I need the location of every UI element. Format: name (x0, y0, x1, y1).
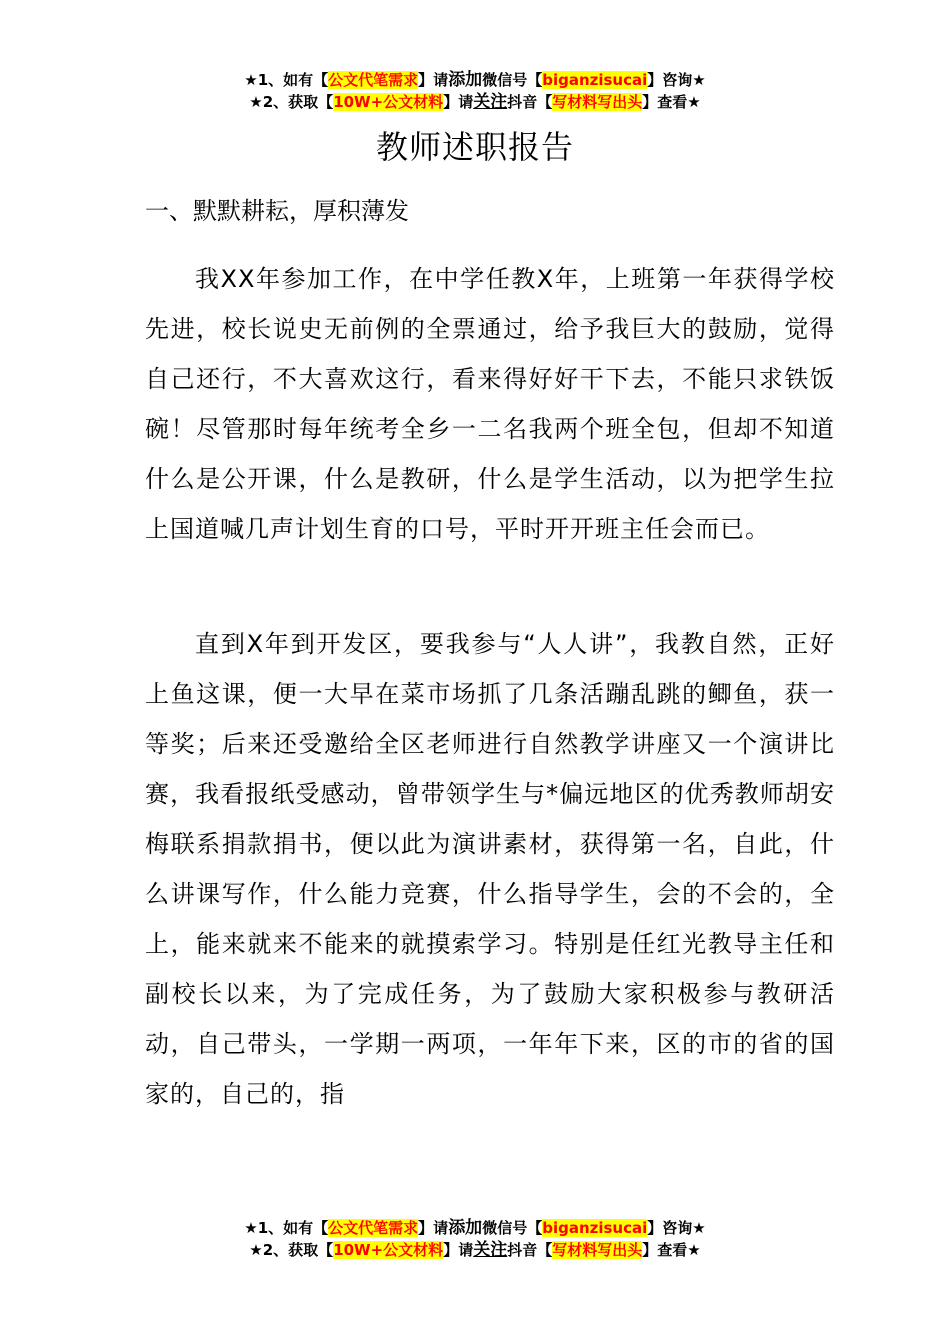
header-promo (0, 69, 950, 113)
promo-text: 】查看★ (642, 1241, 701, 1259)
promo-douyin-id: 写材料写出头 (552, 93, 643, 111)
promo-emphasis: 关注 (473, 92, 508, 112)
promo-text: 2、获取【 (262, 1241, 334, 1259)
promo-text: 】请 (418, 1219, 449, 1237)
section-heading: 一、默默耕耘，厚积薄发 (145, 197, 409, 225)
promo-line-1 (0, 69, 950, 91)
promo-text: 1、如有【 (257, 1219, 329, 1237)
promo-line-1 (0, 1217, 950, 1239)
promo-text: 1、如有【 (257, 71, 329, 89)
promo-wechat-id: biganzisucai (542, 1219, 648, 1237)
star-icon: ★ (249, 1241, 263, 1259)
promo-emphasis: 关注 (473, 1240, 508, 1260)
promo-text: 】请 (443, 1241, 474, 1259)
promo-highlight: 10W+公文材料 (333, 93, 444, 111)
promo-line-2 (0, 91, 950, 113)
promo-highlight: 公文代笔需求 (328, 1219, 419, 1237)
promo-text: 】查看★ (642, 93, 701, 111)
promo-highlight: 10W+公文材料 (333, 1241, 444, 1259)
promo-emphasis: 添加 (448, 70, 483, 90)
promo-line-2 (0, 1239, 950, 1261)
promo-text: 微信号【 (482, 71, 543, 89)
star-icon: ★ (244, 71, 258, 89)
promo-text: 2、获取【 (262, 93, 334, 111)
footer-promo (0, 1217, 950, 1261)
promo-douyin-id: 写材料写出头 (552, 1241, 643, 1259)
star-icon: ★ (244, 1219, 258, 1237)
star-icon: ★ (249, 93, 263, 111)
promo-text: 微信号【 (482, 1219, 543, 1237)
promo-text: 】咨询★ (647, 1219, 706, 1237)
body-paragraph: 直到X年到开发区，要我参与“人人讲”，我教自然，正好上鱼这课，便一大早在菜市场抓了几条活蹦乱跳的鲫鱼，获一等奖；后来还受邀给全区老师进行自然教学讲座又一个演讲比赛，我看报纸受感动，曾带领学生与*偏远地区的优秀教师胡安梅联系捐款捐书，便以此为演讲素材，获得第一名，自此，什么讲课写作，什么能力竞赛，什么指导学生，会的不会的，全上，能来就来不能来的就摸索学习。特别是任红光教导主任和副校长以来，为了完成任务，为了鼓励大家积极参与教研活动，自己带头，一学期一两项，一年年下来，区的市的省的国家的，自己的，指 (145, 630, 835, 1108)
body-paragraph: 我XX年参加工作，在中学任教X年，上班第一年获得学校先进，校长说史无前例的全票通过，给予我巨大的鼓励，觉得自己还行，不大喜欢这行，看来得好好干下去，不能只求铁饭碗！尽管那时每年统考全乡一二名我两个班全包，但却不知道什么是公开课，什么是教研，什么是学生活动，以为把学生拉上国道喊几声计划生育的口号，平时开开班主任会而已。 (145, 265, 835, 543)
promo-highlight: 公文代笔需求 (328, 71, 419, 89)
promo-text: 】请 (443, 93, 474, 111)
promo-wechat-id: biganzisucai (542, 71, 648, 89)
promo-text: 】请 (418, 71, 449, 89)
document-title: 教师述职报告 (375, 128, 574, 166)
promo-text: 抖音【 (507, 1241, 553, 1259)
promo-text: 抖音【 (507, 93, 553, 111)
promo-text: 】咨询★ (647, 71, 706, 89)
promo-emphasis: 添加 (448, 1218, 483, 1238)
